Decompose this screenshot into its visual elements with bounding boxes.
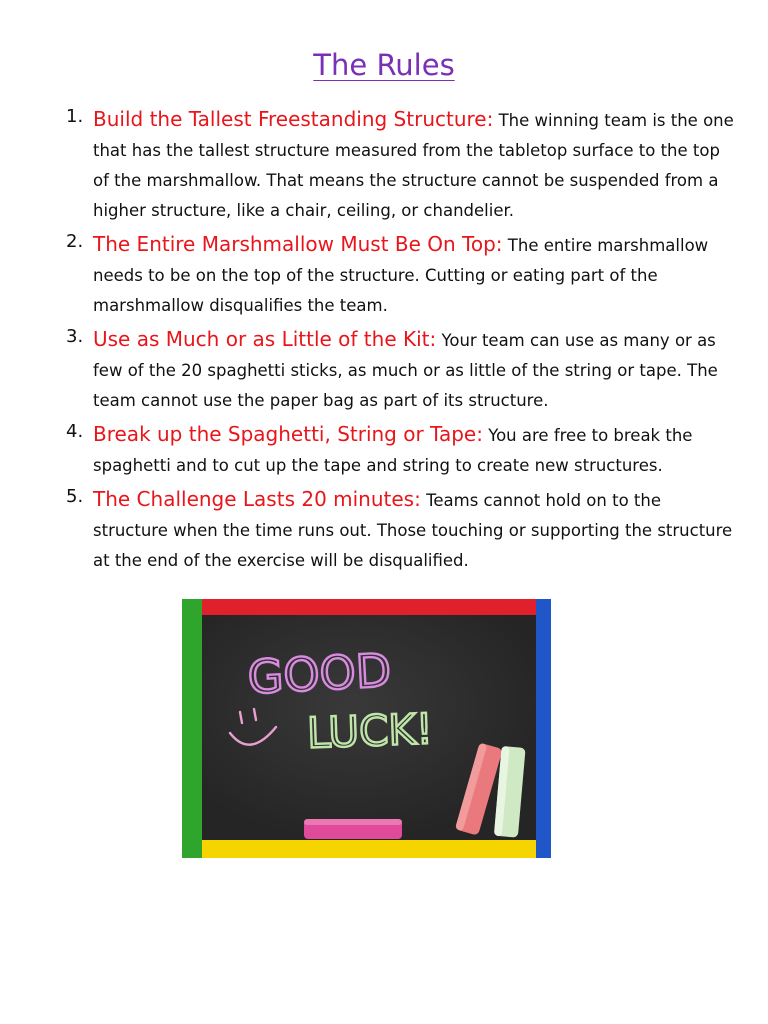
frame-bottom bbox=[182, 840, 551, 858]
chalk-word-luck: LUCK! bbox=[306, 704, 434, 758]
rule-number: 2. bbox=[66, 231, 84, 252]
rule-body: Teams cannot hold on to the structure when the time runs out. Those touching or supporting the structure at the end of the exercise will be disqualified. bbox=[93, 491, 733, 570]
rule-body: The entire marshmallow needs to be on the top of the structure. Cutting or eating part of the marshmallow disqualifies the team. bbox=[93, 236, 709, 315]
rule-body: Your team can use as many or as few of the 20 spaghetti sticks, as much or as little of the string or tape. The team cannot use the paper bag as part of its structure. bbox=[93, 331, 718, 410]
rule-heading: Use as Much or as Little of the Kit: bbox=[93, 327, 437, 351]
page-title: The Rules bbox=[313, 48, 455, 82]
rule-heading: The Entire Marshmallow Must Be On Top: bbox=[93, 232, 503, 256]
rule-heading: Break up the Spaghetti, String or Tape: bbox=[93, 422, 483, 446]
rule-item-5 bbox=[66, 484, 734, 576]
chalk-word-good: GOOD bbox=[246, 642, 393, 705]
rule-heading: The Challenge Lasts 20 minutes: bbox=[93, 487, 421, 511]
rule-heading: Build the Tallest Freestanding Structure: bbox=[93, 107, 494, 131]
rule-body: The winning team is the one that has the tallest structure measured from the tabletop surface to the top of the marshmallow. That means the structure cannot be suspended from a higher structure, like a chair, ceiling, or chandelier. bbox=[93, 111, 734, 220]
rule-number: 1. bbox=[66, 106, 84, 127]
rule-body: You are free to break the spaghetti and to cut up the tape and string to create new structures. bbox=[93, 426, 693, 475]
rule-item-3 bbox=[66, 324, 734, 416]
rules-list bbox=[66, 104, 734, 579]
rule-number: 3. bbox=[66, 326, 84, 347]
rule-number: 4. bbox=[66, 421, 84, 442]
frame-top bbox=[182, 599, 551, 615]
chalkboard-image bbox=[182, 599, 551, 858]
rule-item-1 bbox=[66, 104, 734, 226]
frame-right bbox=[536, 599, 551, 858]
rule-item-2 bbox=[66, 229, 734, 321]
chalkboard-svg bbox=[182, 599, 551, 858]
rule-item-4 bbox=[66, 419, 734, 481]
chalk-stick-icon bbox=[304, 819, 402, 839]
rule-number: 5. bbox=[66, 486, 84, 507]
frame-left bbox=[182, 599, 202, 858]
